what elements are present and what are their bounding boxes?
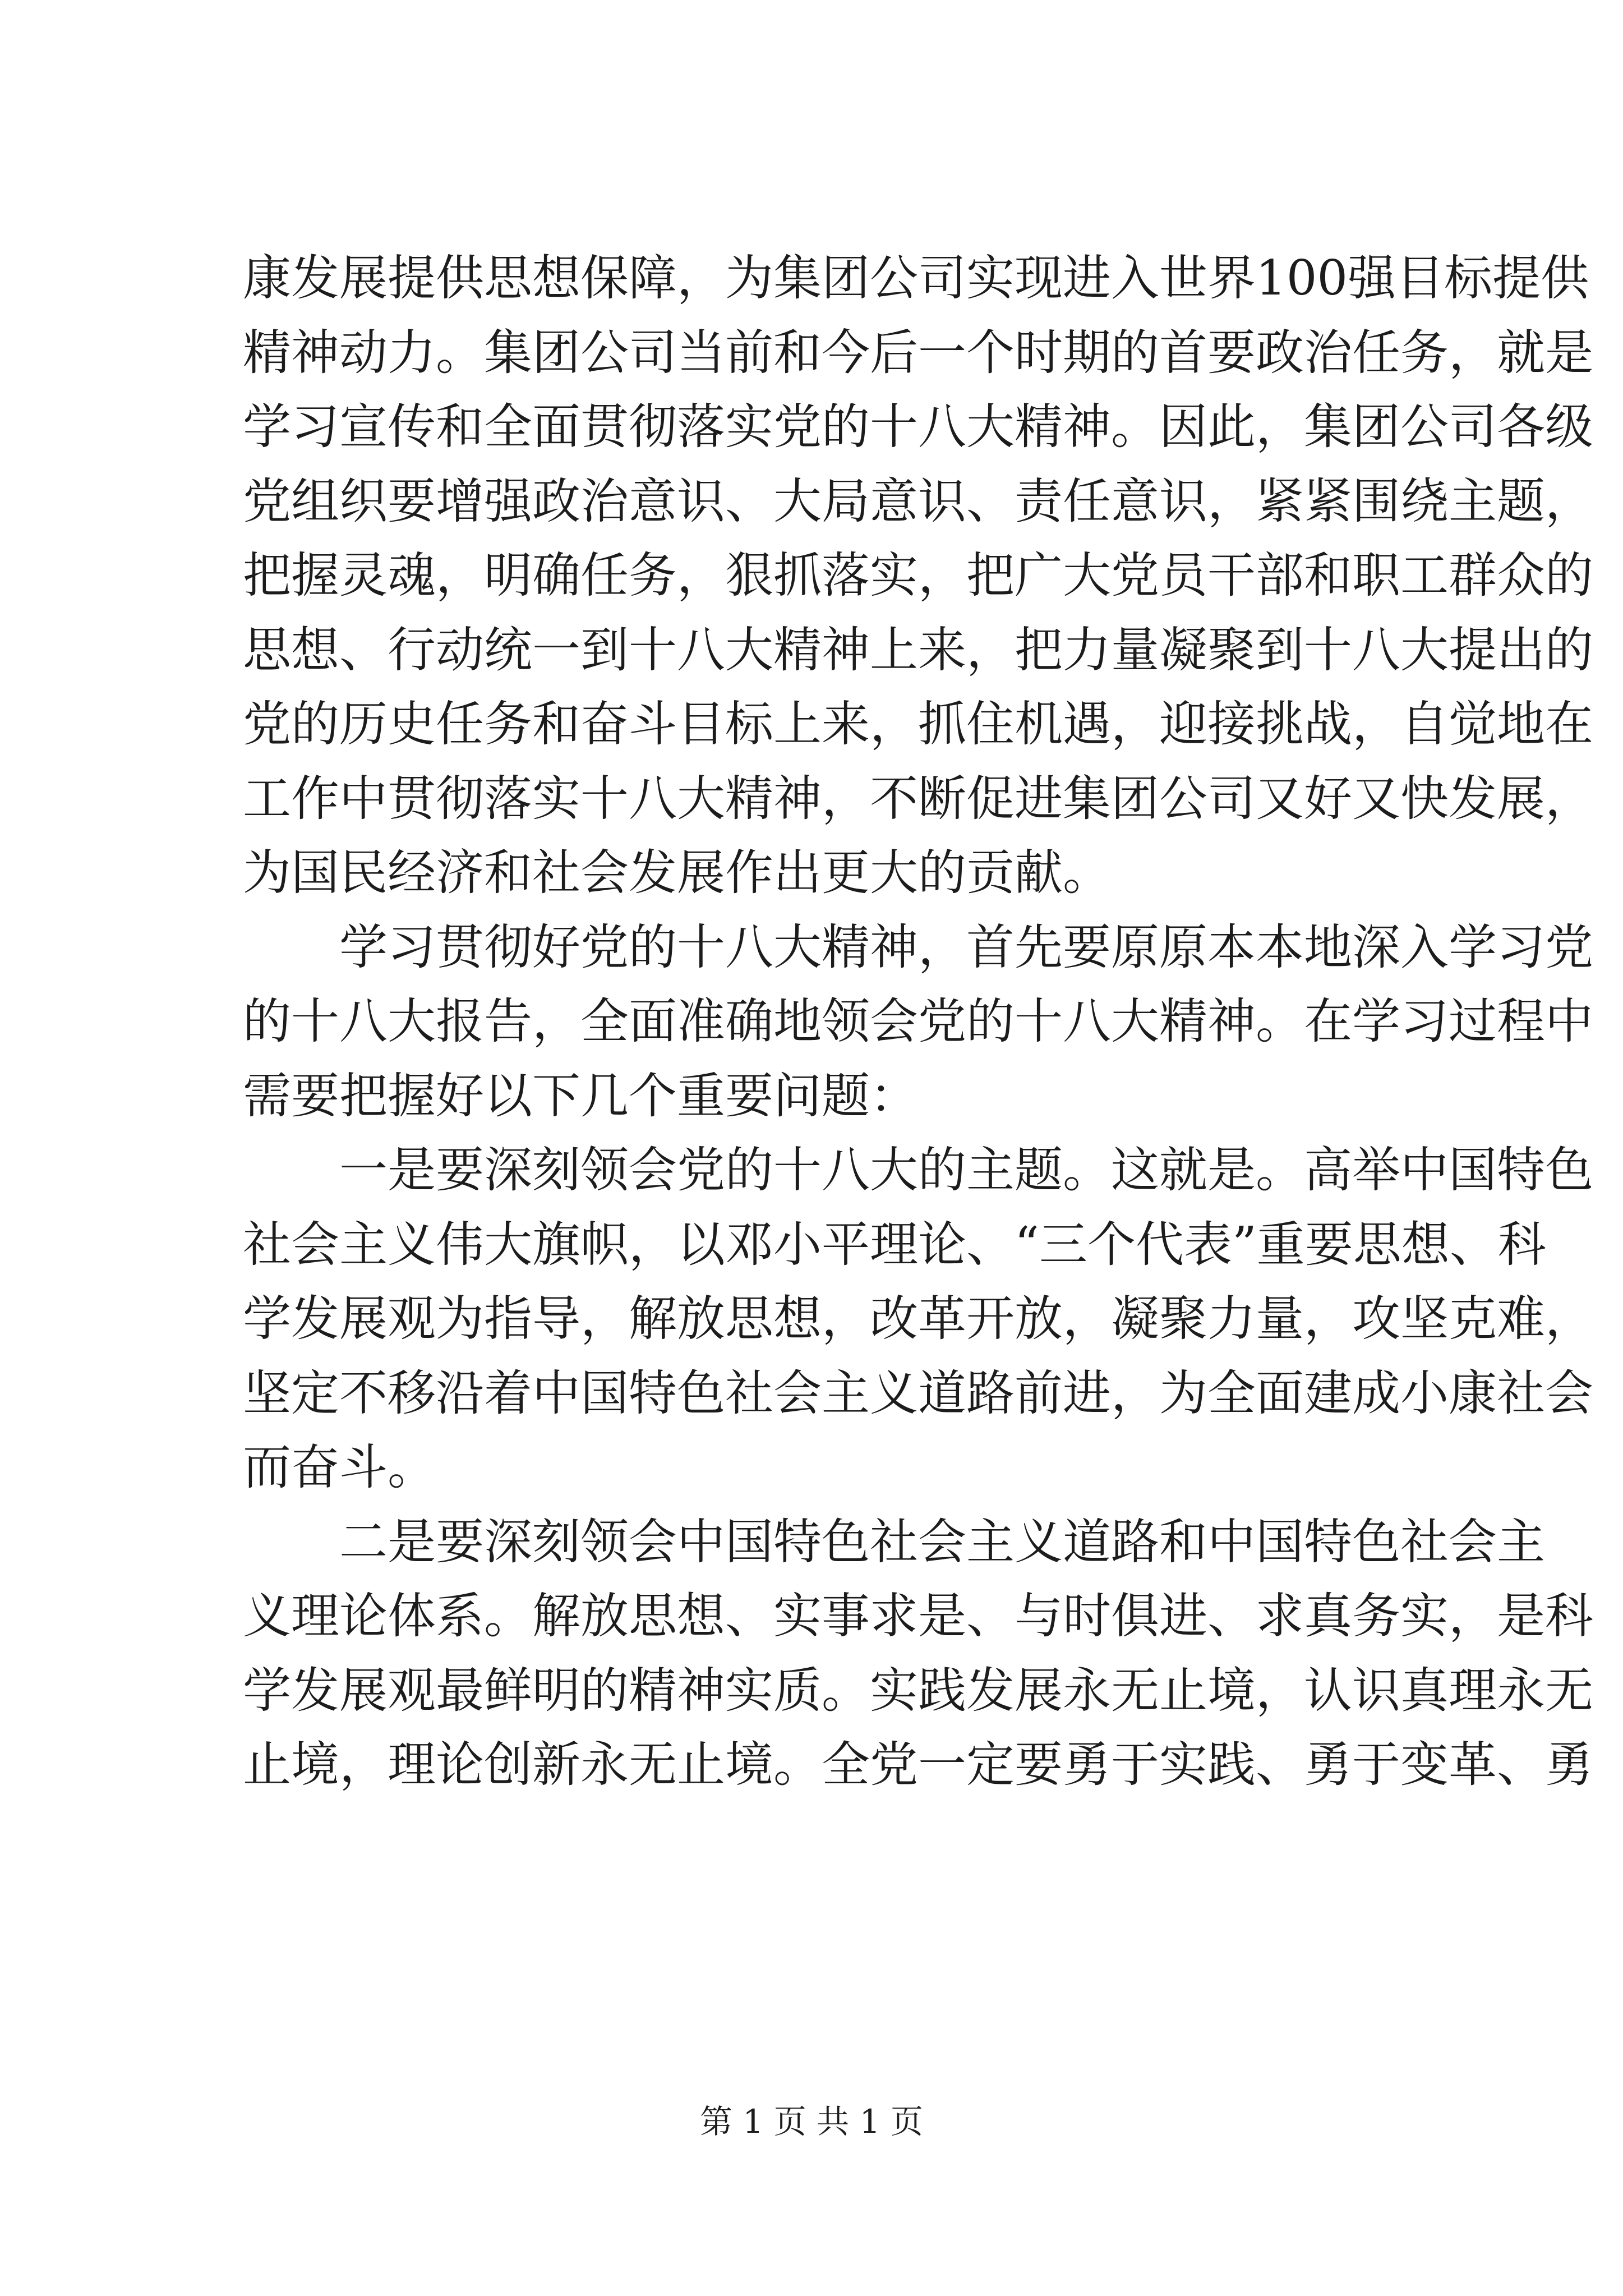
text-line: 止境，理论创新永无止境。全党一定要勇于实践、勇于变革、勇 xyxy=(243,1737,1593,1793)
text-line: 思想、行动统一到十八大精神上来，把力量凝聚到十八大提出的 xyxy=(243,622,1593,678)
text-line: 社会主义伟大旗帜，以邓小平理论、“三个代表”重要思想、科 xyxy=(243,1217,1546,1273)
text-line: 党组织要增强政治意识、大局意识、责任意识，紧紧围绕主题， xyxy=(243,473,1593,530)
text-line: 学发展观最鲜明的精神实质。实践发展永无止境，认识真理永无 xyxy=(243,1663,1593,1719)
text-line: 学习贯彻好党的十八大精神，首先要原原本本地深入学习党 xyxy=(339,919,1593,976)
text-line: 一是要深刻领会党的十八大的主题。这就是。高举中国特色 xyxy=(339,1142,1593,1198)
text-line: 学发展观为指导，解放思想，改革开放，凝聚力量，攻坚克难， xyxy=(243,1291,1593,1347)
text-line: 把握灵魂，明确任务，狠抓落实，把广大党员干部和职工群众的 xyxy=(243,547,1593,604)
text-line: 学习宣传和全面贯彻落实党的十八大精神。因此，集团公司各级 xyxy=(243,399,1593,455)
text-line: 坚定不移沿着中国特色社会主义道路前进，为全面建成小康社会 xyxy=(243,1365,1593,1421)
text-line: 康发展提供思想保障，为集团公司实现进入世界100强目标提供 xyxy=(243,250,1589,306)
text-line: 需要把握好以下几个重要问题： xyxy=(243,1068,918,1124)
text-line: 为国民经济和社会发展作出更大的贡献。 xyxy=(243,845,1111,901)
text-line: 二是要深刻领会中国特色社会主义道路和中国特色社会主 xyxy=(339,1514,1545,1570)
text-line: 的十八大报告，全面准确地领会党的十八大精神。在学习过程中 xyxy=(243,993,1593,1050)
text-line: 工作中贯彻落实十八大精神，不断促进集团公司又好又快发展， xyxy=(243,771,1593,827)
text-line: 义理论体系。解放思想、实事求是、与时俱进、求真务实，是科 xyxy=(243,1588,1593,1644)
text-line: 而奋斗。 xyxy=(243,1439,436,1496)
text-line: 精神动力。集团公司当前和今后一个时期的首要政治任务，就是 xyxy=(243,325,1593,381)
text-line: 党的历史任务和奋斗目标上来，抓住机遇，迎接挑战，自觉地在 xyxy=(243,696,1593,752)
page-footer: 第 1 页 共 1 页 xyxy=(700,2102,923,2141)
